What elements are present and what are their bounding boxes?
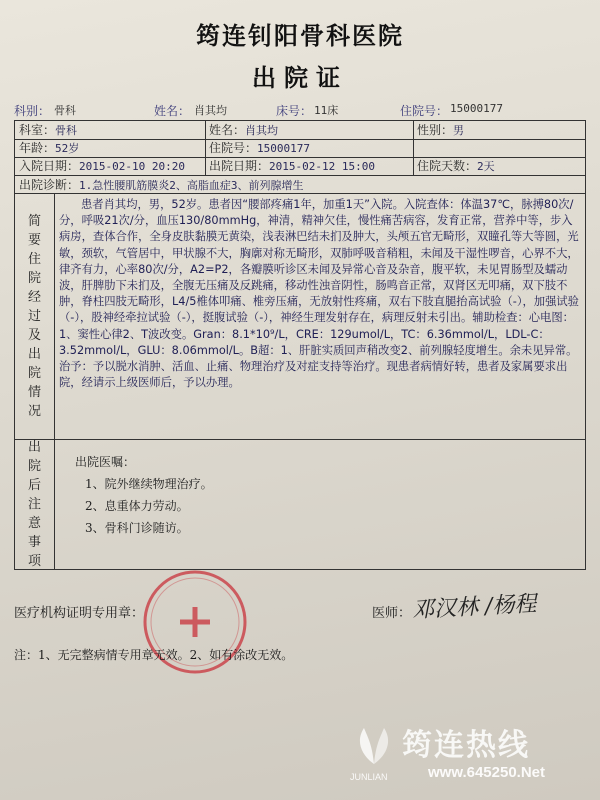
days-label-cell: 住院天数： [417,159,478,173]
watermark-url: www.645250.Net [428,764,546,781]
name-label-cell: 姓名： [209,123,246,137]
watermark-en: JUNLIAN [350,772,388,782]
info-row-3 [15,157,585,176]
orders-heading: 出院医嘱： [75,455,136,469]
discharge-orders [75,451,213,539]
notes-label: 出院后注意事项 [15,440,55,569]
order-item: 1、院外继续物理治疗。 [85,477,213,491]
name-label: 姓名： [154,104,191,118]
sex-label-cell: 性别： [417,123,454,137]
days-value-cell: 2天 [477,160,495,173]
diagnosis-row [15,176,585,194]
sex-value-cell: 男 [453,124,465,137]
info-row-1 [15,121,585,140]
bed-value: 11床 [314,104,339,117]
age-value-cell: 52岁 [55,142,80,155]
hospital-name: 筠连钊阳骨科医院 [196,21,404,50]
diagnosis-value: 1.急性腰肌筋膜炎2、高脂血症3、前列腺增生 [79,179,304,192]
course-text: 患者肖其均，男，52岁。患者因“腰部疼痛1年，加重1天”入院。入院查体：体温37℃，脉搏80次/分，呼吸21次/分，血压130/80mmHg，神清，精神欠佳，慢性痛苦病容，发育正常，营养中等，步入病房，查体合作，全身皮肤黏膜无黄染，浅表淋巴结未扪及肿大，头颅五官无畸形，双瞳孔等大等圆，光敏，颈软，气管居中，甲状腺不大，胸廓对称无畸形，双肺呼吸音稍粗，未闻及干湿性啰音，心界不大，律齐有力，心率80次/分，A2=P2，各瓣膜听诊区未闻及异常心音及杂音，腹平软，未见胃肠型及蠕动波，肝脾肋下未扪及，全腹无压痛及反跳痛，移动性浊音阴性，肠鸣音正常，双肾区无叩痛，双下肢不肿，脊柱四肢无畸形，L4/5椎体叩痛、椎旁压痛，无放射性疼痛，双右下肢直腿抬高试验（-），加强试验（-），股神经牵拉试验（-），挺腹试验（-），神经生理发射存在，病理反射未引出。辅助检查：心电图：1、窦性心律2、T波改变。Gran：8.1*10⁹/L，CRE：129umol/L，TC：6.36mmol/L，LDL-C：3.52mmol/L，GLU：8.06mmol/L。B超：1、肝脏实质回声稍改变2、前列腺轻度增生。余未见异常。治予：予以脱水消肿、活血、止痛、物理治疗及对症支持等治疗。现患者病情好转，患者及家属要求出院，经请示上级医师后，予以办理。 [59,198,579,390]
dept-label: 科别： [14,104,51,118]
doctor-signature: 邓汉林 /杨程 [411,591,538,624]
name-value: 肖其均 [194,104,227,117]
seal-label: 医疗机构证明专用章： [14,606,145,621]
order-item: 2、息重体力劳动。 [85,499,189,513]
info-row-2 [15,139,585,158]
dept-label-cell: 科室： [19,123,56,137]
discharge-value-cell: 2015-02-12 15:00 [269,160,375,173]
discharge-label-cell: 出院日期： [209,159,270,173]
inpatient-value-cell: 15000177 [257,142,310,155]
dept-value: 骨科 [54,104,76,117]
footer-note: 注：1、无完整病情专用章无效。2、如有涂改无效。 [14,648,294,662]
admit-value-cell: 2015-02-10 20:20 [79,160,185,173]
doctor-label: 医师： [372,606,412,621]
bed-label: 床号： [276,104,313,118]
inpatient-value: 15000177 [450,102,503,115]
name-value-cell: 肖其均 [245,124,279,137]
watermark [350,720,590,790]
leaf-logo-icon [350,720,398,768]
inpatient-label: 住院号： [400,104,449,118]
watermark-brand: 筠连热线 [402,728,530,763]
diagnosis-label: 出院诊断： [19,178,80,192]
age-label-cell: 年龄： [19,141,56,155]
header-line [14,102,586,120]
admit-label-cell: 入院日期： [19,159,80,173]
discharge-form [14,120,586,570]
section-divider [55,439,585,440]
course-label: 简要住院经过及出院情况 [15,194,55,440]
dept-value-cell: 骨科 [55,124,78,137]
order-item: 3、骨科门诊随访。 [85,521,189,535]
document-title: 出院证 [252,63,348,92]
inpatient-label-cell: 住院号： [209,141,258,155]
